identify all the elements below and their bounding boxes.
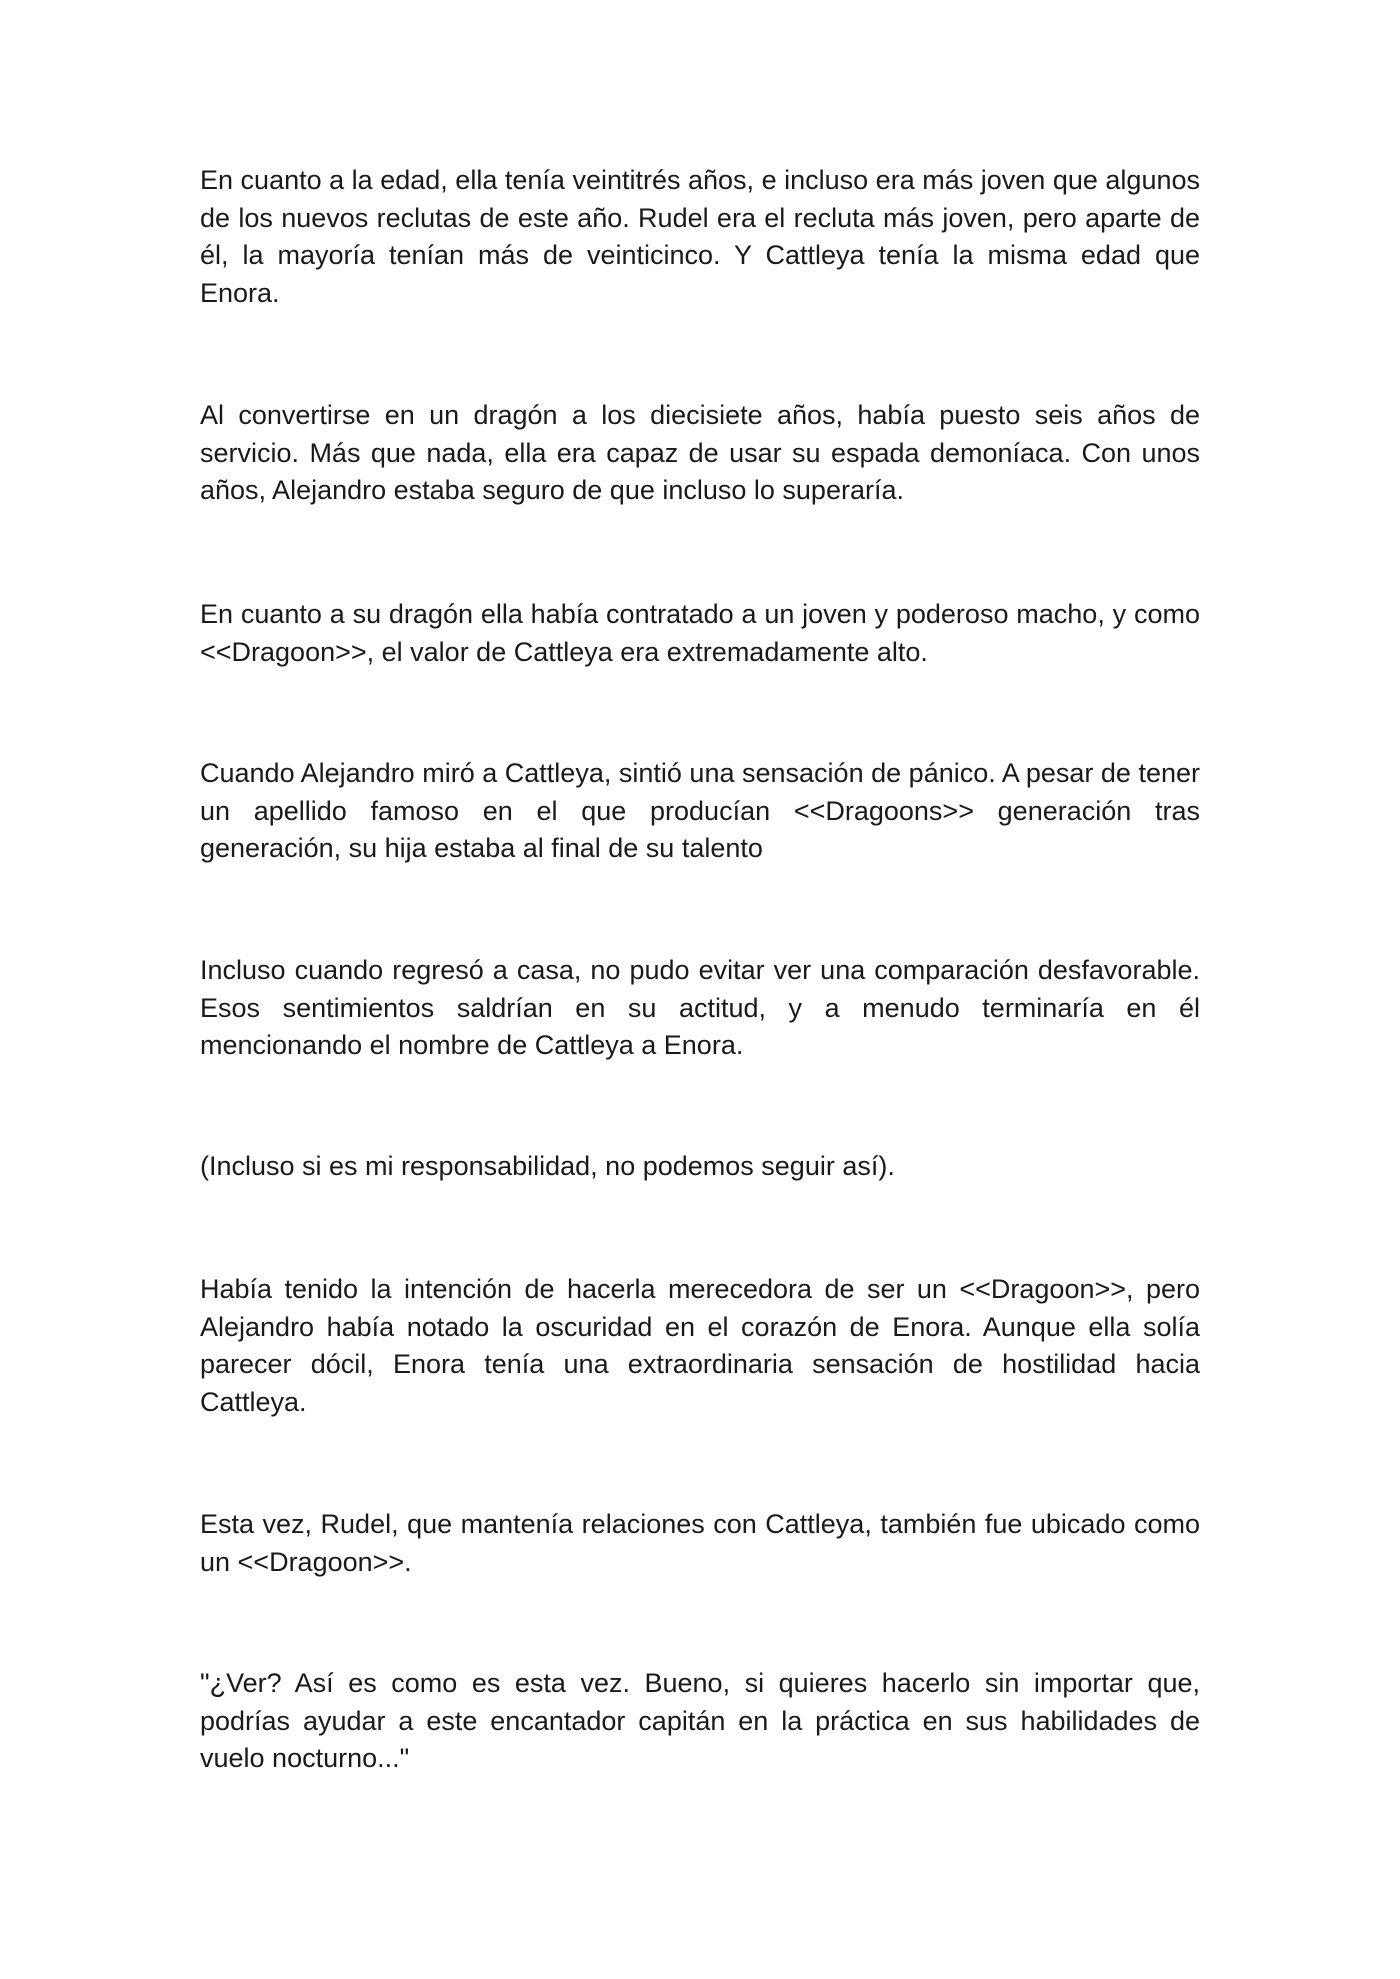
paragraph-hostility: Había tenido la intención de hacerla merecedora de ser un <<Dragoon>>, pero Alejandro había notado la oscuridad en el corazón de Enora. Aunque ella solía parecer dócil, Enora tenía una extraordinaria sensación de hostilidad hacia Cattleya. bbox=[200, 1274, 1200, 1417]
paragraph-panic: Cuando Alejandro miró a Cattleya, sintió una sensación de pánico. A pesar de tener un apellido famoso en el que producían <<Dragoons>> generación tras generación, su hija estaba al final de su talento bbox=[200, 758, 1200, 863]
paragraph-inner-thought: (Incluso si es mi responsabilidad, no podemos seguir así). bbox=[200, 1151, 895, 1181]
paragraph-dragon-contract: En cuanto a su dragón ella había contratado a un joven y poderoso macho, y como <<Dragoon>>, el valor de Cattleya era extremadamente alto. bbox=[200, 599, 1200, 667]
paragraph-rudel: Esta vez, Rudel, que mantenía relaciones con Cattleya, también fue ubicado como un <<Dragoon>>. bbox=[200, 1509, 1200, 1577]
paragraph-service: Al convertirse en un dragón a los diecisiete años, había puesto seis años de servicio. Más que nada, ella era capaz de usar su espada demoníaca. Con unos años, Alejandro estaba seguro de que incluso lo superaría. bbox=[200, 400, 1200, 505]
paragraph-age: En cuanto a la edad, ella tenía veintitrés años, e incluso era más joven que algunos de los nuevos reclutas de este año. Rudel era el recluta más joven, pero aparte de él, la mayoría tenían más de veinticinco. Y Cattleya tenía la misma edad que Enora. bbox=[200, 165, 1200, 308]
paragraph-dialogue: "¿Ver? Así es como es esta vez. Bueno, si quieres hacerlo sin importar que, podrías ayudar a este encantador capitán en la práctica en sus habilidades de vuelo nocturno..." bbox=[200, 1668, 1200, 1773]
paragraph-comparison: Incluso cuando regresó a casa, no pudo evitar ver una comparación desfavorable. Esos sentimientos saldrían en su actitud, y a menudo terminaría en él mencionando el nombre de Cattleya a Enora. bbox=[200, 955, 1200, 1060]
